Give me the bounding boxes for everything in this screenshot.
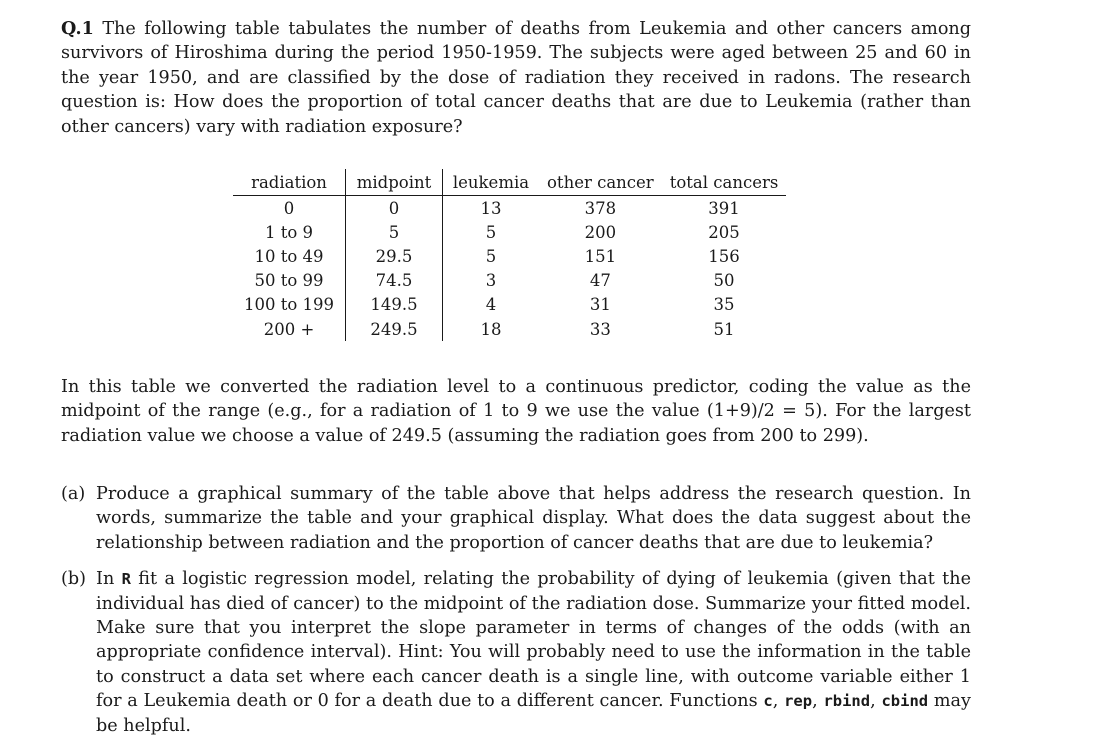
table-row [233,269,786,293]
header-midpoint: midpoint [346,169,443,196]
cell-other-cancer: 31 [589,295,611,315]
table-row [233,293,786,317]
cell-leukemia: 13 [480,198,502,218]
part-b-label: (b) [61,569,86,590]
code-c: c [763,692,773,711]
cell-radiation: 50 to 99 [233,269,346,293]
cell-leukemia: 18 [480,319,502,339]
cell-midpoint: 249.5 [346,317,443,341]
cell-other-cancer: 151 [584,246,617,266]
cell-other-cancer: 47 [589,271,611,291]
question-label: Q.1 [61,18,94,39]
part-b [61,567,971,738]
part-a-text: Produce a graphical summary of the table above that helps address the research question. In words, summarize the table and your graphical display. What does the data suggest about the relationship between radiation and the proportion of cancer deaths that are due to leukemia? [96,484,971,553]
cell-midpoint: 149.5 [346,293,443,317]
code-r: R [121,570,131,589]
cell-midpoint: 0 [346,196,443,221]
separator: , [772,691,785,712]
header-other-cancer: other cancer [539,169,662,196]
cell-radiation: 0 [233,196,346,221]
cell-midpoint: 29.5 [346,244,443,268]
cell-total-cancers: 50 [713,271,735,291]
part-b-text [96,567,971,738]
table-row [233,317,786,341]
question-parts [61,482,971,750]
cell-leukemia: 4 [485,295,497,315]
table-row [233,220,786,244]
table-row [233,244,786,268]
cell-total-cancers: 205 [708,222,740,242]
cell-total-cancers: 51 [713,319,735,339]
cell-other-cancer: 378 [584,198,617,218]
cell-radiation: 200 + [233,317,346,341]
cell-leukemia: 5 [485,246,497,266]
cell-other-cancer: 33 [589,319,611,339]
part-b-text-1: In [96,569,122,590]
explanation-paragraph: In this table we converted the radiation level to a continuous predictor, coding the value as the midpoint of the range (e.g., for a radiation of 1 to 9 we use the value (1+9)/2 = 5). For the largest radiation value we choose a value of 249.5 (assuming the radiation goes from 200 to 299). [61,377,971,446]
cell-midpoint: 5 [346,220,443,244]
part-b-text-3: may be helpful. [96,691,971,736]
cell-total-cancers: 391 [708,198,740,218]
cell-radiation: 1 to 9 [233,220,346,244]
question-intro [61,17,971,139]
code-cbind: cbind [881,692,929,711]
separator: , [812,691,824,712]
cell-midpoint: 74.5 [346,269,443,293]
cell-total-cancers: 35 [713,295,735,315]
cell-total-cancers: 156 [708,246,740,266]
table-row [233,196,786,221]
cell-radiation: 100 to 199 [233,293,346,317]
part-a [61,482,971,555]
header-leukemia: leukemia [443,169,540,196]
header-total-cancers: total cancers [662,169,787,196]
cell-leukemia: 5 [485,222,497,242]
part-b-text-2: fit a logistic regression model, relating the probability of dying of leukemia (given that the individual has died of cancer) to the midpoint of the radiation dose. Summarize your fitted model. Make sure that you interpret the slope parameter in terms of changes of the odds (with an appropriate confidence interval). Hint: You will probably need to use the information in the table to construct a data set where each cancer death is a single line, with outcome variable either 1 for a Leukemia death or 0 for a death due to a different cancer. Functions [96,569,971,712]
table-header-row [233,169,786,196]
separator: , [870,691,882,712]
cancer-deaths-table [233,169,786,341]
code-rep: rep [784,692,813,711]
cell-radiation: 10 to 49 [233,244,346,268]
part-a-label: (a) [61,484,86,504]
code-rbind: rbind [823,692,871,711]
question-intro-text: The following table tabulates the number of deaths from Leukemia and other cancers among survivors of Hiroshima during the period 1950-1959. The subjects were aged between 25 and 60 in the year 1950, and are classified by the dose of radiation they received in radons. The research question is: How does the proportion of total cancer deaths that are due to Leukemia (rather than other cancers) vary with radiation exposure? [61,19,972,137]
header-radiation: radiation [233,169,346,196]
cell-other-cancer: 200 [584,222,617,242]
cell-leukemia: 3 [485,271,497,291]
